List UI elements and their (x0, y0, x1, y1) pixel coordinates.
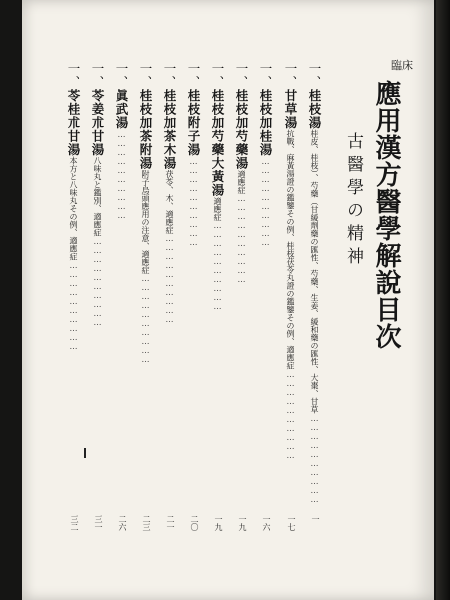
page-number: 二三 (142, 515, 151, 531)
entry-title: 桂枝加芍藥湯 (234, 89, 249, 170)
toc-entry (308, 62, 321, 504)
leader-dots: ………………………… (93, 236, 102, 327)
toc-entry (67, 62, 80, 351)
page-number: 一九 (214, 515, 223, 531)
entry-title: 桂枝加茶木湯 (162, 89, 177, 170)
toc-title: 應用漢方醫學解說目次 (371, 80, 401, 350)
leader-dots: ………………………… (189, 156, 198, 247)
entry-note: 適應症 (237, 170, 246, 194)
leader-dots: ………………………… (117, 129, 126, 220)
page-number: 三一 (94, 515, 103, 531)
entry-title: 桂枝加茶附湯 (138, 89, 153, 170)
entry-title: 桂枝加桂湯 (258, 89, 273, 157)
toc-entry (235, 62, 248, 284)
toc-entry (211, 62, 224, 311)
toc-entry (91, 62, 104, 327)
entry-title: 甘草湯 (283, 89, 298, 130)
entry-title: 桂枝湯 (307, 89, 322, 130)
page-number: 三二 (70, 515, 79, 531)
toc-subtitle: 古醫學の精神 (343, 132, 363, 270)
book-spine (436, 0, 450, 600)
page-number: 一七 (287, 515, 296, 531)
entry-dash: 一、 (210, 62, 225, 89)
leader-dots: ………………………… (69, 260, 78, 351)
page-number: 一九 (238, 515, 247, 531)
leader-dots: ………………………… (286, 369, 295, 460)
entry-dash: 一、 (66, 62, 81, 89)
entry-note: 本方と八味丸その例、適應症 (69, 156, 78, 261)
entry-dash: 一、 (186, 62, 201, 89)
entry-note: 桂皮、桂枝）、芍藥（甘緩劑藥の匯性、芍藥、生姜、緩和藥の匯性、大棗、甘草 (310, 129, 319, 414)
toc-entry (115, 62, 128, 220)
leader-dots: ………………………… (141, 274, 150, 364)
entry-note: 茯苓、木、適應症 (165, 170, 174, 234)
entry-note: 適應症 (213, 197, 222, 221)
entry-dash: 一、 (234, 62, 249, 89)
entry-note: 抗戰、麻黃湯證の鑑鑒その例、桂枝茯苓丸證の鑑鑒その例、適應症 (286, 129, 295, 370)
toc-entry (259, 62, 272, 247)
entry-note: 八味丸と鑑別、適應症 (93, 156, 102, 237)
page-number: 一六 (262, 515, 271, 531)
entry-dash: 一、 (90, 62, 105, 89)
toc-entry (284, 62, 297, 460)
toc-entry (139, 62, 152, 364)
leader-dots: ………………………… (237, 194, 246, 284)
toc-entry (163, 62, 176, 324)
entry-dash: 一、 (307, 62, 322, 89)
entry-title: 桂枝加芍藥大黃湯 (210, 89, 225, 197)
page-number: 一 (311, 515, 320, 523)
leader-dots: ………………………… (261, 156, 270, 247)
entry-dash: 一、 (162, 62, 177, 89)
page-number: 二六 (118, 515, 127, 531)
page-number: 二一 (166, 515, 175, 531)
leader-dots: ………………………… (213, 221, 222, 311)
entry-title: 眞武湯 (114, 89, 129, 130)
entry-title: 苓桂朮甘湯 (66, 89, 81, 157)
toc-entry (187, 62, 200, 247)
dash-mark (84, 448, 86, 458)
entry-dash: 一、 (114, 62, 129, 89)
entry-title: 桂枝附子湯 (186, 89, 201, 157)
page-number: 二〇 (190, 515, 199, 531)
leader-dots: ………………………… (165, 234, 174, 324)
entry-dash: 一、 (138, 62, 153, 89)
book-page (22, 0, 434, 600)
title-prefix-small: 臨床 (391, 59, 413, 72)
entry-note: 附子烏頭應用の注意、適應症 (141, 170, 150, 274)
entry-title: 苓姜朮甘湯 (90, 89, 105, 157)
entry-dash: 一、 (283, 62, 298, 89)
leader-dots: ………………………… (310, 413, 319, 504)
entry-dash: 一、 (258, 62, 273, 89)
